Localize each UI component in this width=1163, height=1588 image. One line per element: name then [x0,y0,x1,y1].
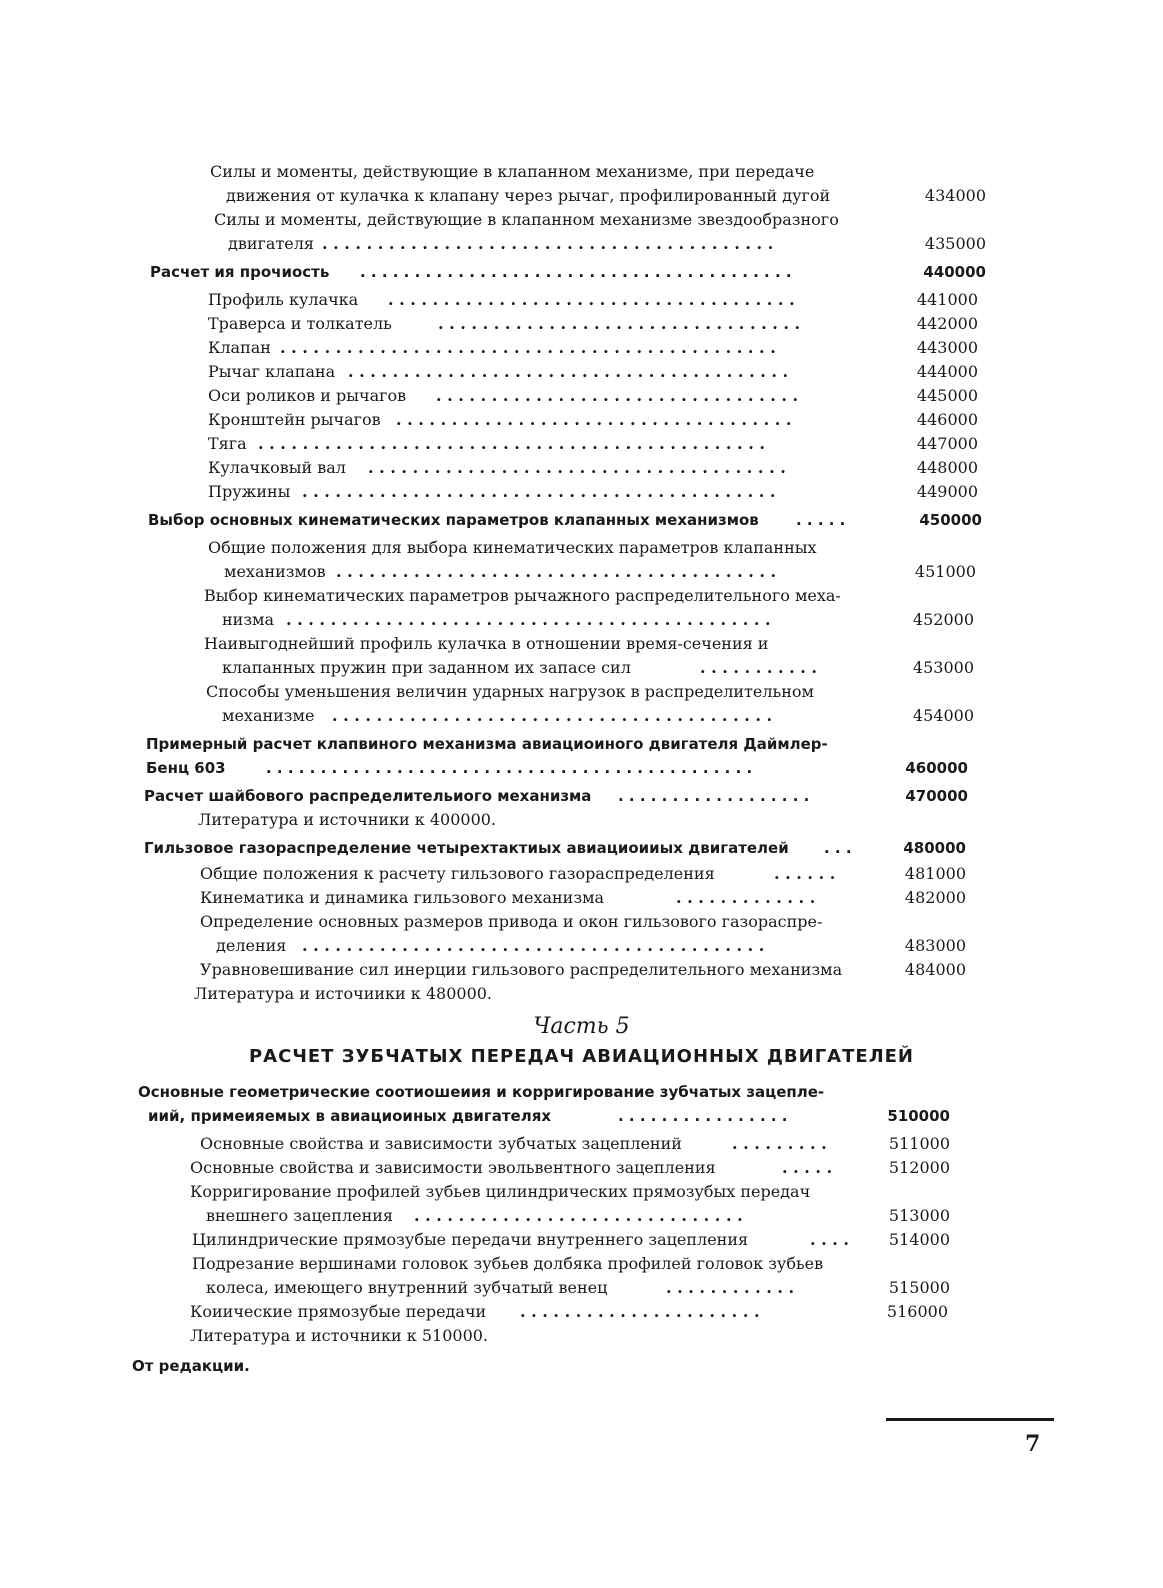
toc-number: 452000 [912,610,974,629]
toc-line [222,656,974,680]
dot-leader: . . . . . . . . . . . . . . . . . . . . . . . . . . . . . . . . . . . . . [388,290,795,309]
toc-text: двигателя [228,234,315,253]
toc-line [204,632,768,656]
toc-line [206,680,814,704]
dot-leader: . . . . . . . . . . . . . . . . . . . . . . . . . . . . . . . . . . . . . . . . [360,263,792,281]
page-number: 7 [1025,1431,1041,1457]
dot-leader: . . . . . . . . . . . . . . . . [618,1107,788,1125]
toc-line [150,260,986,284]
dot-leader: . . . . . [782,1158,833,1177]
toc-line [200,862,966,886]
editorial-note: От редакции. [132,1357,250,1375]
toc-text: Общие положения для выбора кинематических параметров клапанных [208,538,817,557]
toc-line [214,208,839,232]
toc-text: Корригирование профилей зубьев цилиндрических прямозубых передач [190,1182,811,1201]
dot-leader: . . . . . . . . . . . . . . . . . . . . . . . . . . . . . . . . . [436,386,799,405]
toc-line [208,384,978,408]
toc-line [226,184,986,208]
toc-line [148,508,982,532]
toc-text: Литература и источники к 510000. [190,1326,489,1345]
toc-text: Тяга [208,434,247,453]
toc-number: 513000 [888,1206,950,1225]
toc-number: 514000 [888,1230,950,1249]
toc-text: Способы уменьшения величин ударных нагрузок в распределительном [206,682,814,701]
toc-number: 447000 [916,434,978,453]
toc-text: механизмов [224,562,326,581]
toc-line [208,336,978,360]
toc-number: 515000 [888,1278,950,1297]
dot-leader: . . . . . . . . . . . . . . . . . . [618,787,810,805]
toc-line [208,536,817,560]
dot-leader: . . . . . . . . . . . . . . . . . . . . . . . . . . . . . . . . . . . . . . . . [336,562,777,581]
toc-line [200,958,966,982]
toc-number: 512000 [888,1158,950,1177]
dot-leader: . . . . . . . . . . . . . [676,888,816,907]
toc-text: Пружины [208,482,291,501]
toc-text: Основные свойства и зависимости зубчатых зацеплений [200,1134,682,1153]
toc-number: 453000 [912,658,974,677]
dot-leader: . . . . . . . . . . . . . . . . . . . . . . . . . . . . . . . . . . . . . . . . [332,706,773,725]
toc-line [144,784,968,808]
toc-line [146,756,968,780]
toc-line [204,584,841,608]
dot-leader: . . . . . . . . . . . . . . . . . . . . . . . . . . . . . . . . . . . . . . . . . . . [302,482,776,501]
toc-line [210,160,814,184]
dot-leader: . . . . . . . . . . . . . . . . . . . . . . . . . . . . . . . . . . . . . . . . . . . . . . [258,434,765,453]
toc-number: 482000 [904,888,966,907]
toc-line [208,288,978,312]
toc-line [208,360,978,384]
toc-line [224,560,976,584]
toc-text: Общие положения к расчету гильзового газораспределения [200,864,715,883]
toc-line [208,432,978,456]
toc-number: 510000 [887,1107,950,1125]
toc-text: колеса, имеющего внутренний зубчатый венец [206,1278,608,1297]
toc-text: Траверса и толкатель [208,314,392,333]
toc-number: 516000 [886,1302,948,1321]
toc-line [190,1156,950,1180]
toc-text: деления [216,936,287,955]
toc-line [190,1300,948,1324]
toc-line [208,480,978,504]
part-label: Часть 5 [533,1014,630,1039]
dot-leader: . . . . . . . . . . . . . . . . . . . . . . . . . . . . . . . . . . . . . . . . . . [302,936,765,955]
toc-line [222,608,974,632]
toc-number: 483000 [904,936,966,955]
dot-leader: . . . . . . . . . [732,1134,827,1153]
toc-text: Выбор кинематических параметров рычажного распределительного меха- [204,586,841,605]
toc-number: 460000 [905,759,968,777]
toc-text: Расчет ия прочиость [150,263,330,281]
toc-line [148,1104,950,1128]
toc-text: Профиль кулачка [208,290,359,309]
dot-leader: . . . [824,839,852,857]
dot-leader: . . . . . . . . . . . . . . . . . . . . . . . . . . . . . . . . . . . . . . . . . . . . . [266,759,753,777]
toc-number: 481000 [904,864,966,883]
toc-number: 442000 [916,314,978,333]
toc-line [208,456,978,480]
toc-line [144,836,966,860]
toc-text: Бенц 603 [146,759,226,777]
toc-text: Расчет шайбового распределительиого механизма [144,787,592,805]
toc-number: 445000 [916,386,978,405]
toc-text: Клапан [208,338,271,357]
toc-number: 443000 [916,338,978,357]
toc-text: Выбор основных кинематических параметров клапанных механизмов [148,511,759,529]
toc-number: 480000 [903,839,966,857]
toc-number: 434000 [924,186,986,205]
toc-text: Основные геометрические соотиошеиия и корригирование зубчатых зацепле- [138,1083,825,1101]
toc-number: 449000 [916,482,978,501]
toc-line [200,1132,950,1156]
toc-number: 441000 [916,290,978,309]
dot-leader: . . . . . . . . . . . . . . . . . . . . . . [520,1302,760,1321]
dot-leader: . . . . . . . . . . . [700,658,817,677]
toc-text: Литература и источиики к 480000. [194,984,493,1003]
toc-number: 450000 [919,511,982,529]
toc-text: низма [222,610,275,629]
toc-text: иий, примеияемых в авиациоиных двигателях [148,1107,552,1125]
toc-line [194,982,492,1006]
toc-number: 435000 [924,234,986,253]
dot-leader: . . . . . . . . . . . . . . . . . . . . . . . . . . . . . . [414,1206,743,1225]
toc-line [222,704,974,728]
toc-text: Литература и источники к 400000. [198,810,497,829]
toc-line [190,1324,488,1348]
toc-text: Цилиндрические прямозубые передачи внутреннего зацепления [192,1230,749,1249]
toc-text: клапанных пружин при заданном их запасе сил [222,658,631,677]
toc-text: Определение основных размеров привода и окон гильзового газораспре- [200,912,823,931]
toc-line [138,1080,824,1104]
dot-leader: . . . . . . . . . . . . . . . . . . . . . . . . . . . . . . . . . . . . [396,410,792,429]
toc-line [208,312,978,336]
toc-number: 448000 [916,458,978,477]
toc-text: Уравновешивание сил инерции гильзового распределительного механизма [200,960,843,979]
toc-line [200,910,822,934]
toc-line [198,808,496,832]
toc-text: Оси роликов и рычагов [208,386,407,405]
dot-leader: . . . . . . [774,864,836,883]
dot-leader: . . . . . . . . . . . . . . . . . . . . . . . . . . . . . . . . . . . . . . . . . . . . [286,610,771,629]
toc-text: движения от кулачка к клапану через рычаг, профилированный дугой [226,186,831,205]
toc-text: Кинематика и динамика гильзового механизма [200,888,605,907]
toc-number: 484000 [904,960,966,979]
dot-leader: . . . . . . . . . . . . . . . . . . . . . . . . . . . . . . . . . . . . . . . . [348,362,789,381]
toc-text: механизме [222,706,315,725]
toc-text: Кулачковый вал [208,458,346,477]
toc-number: 440000 [923,263,986,281]
toc-text: внешнего зацепления [206,1206,393,1225]
dot-leader: . . . . . . . . . . . . [666,1278,795,1297]
toc-line [146,732,828,756]
dot-leader: . . . . . [796,511,846,529]
toc-line [208,408,978,432]
toc-line [206,1204,950,1228]
toc-text: Наивыгоднейший профиль кулачка в отношении время-сечения и [204,634,769,653]
dot-leader: . . . . [810,1230,849,1249]
toc-line [200,886,966,910]
part-title: РАСЧЕТ ЗУБЧАТЫХ ПЕРЕДАЧ АВИАЦИОННЫХ ДВИГАТЕЛЕЙ [248,1046,914,1067]
dot-leader: . . . . . . . . . . . . . . . . . . . . . . . . . . . . . . . . . . . . . . [368,458,786,477]
dot-leader: . . . . . . . . . . . . . . . . . . . . . . . . . . . . . . . . . . . . . . . . . [322,234,774,253]
toc-number: 446000 [916,410,978,429]
toc-number: 511000 [888,1134,950,1153]
toc-line [216,934,966,958]
toc-text: Рычаг клапана [208,362,336,381]
toc-text: Подрезание вершинами головок зубьев долбяка профилей головок зубьев [192,1254,824,1273]
toc-text: Примерный расчет клапвиного механизма авиациоиного двигателя Даймлер- [146,735,828,753]
dot-leader: . . . . . . . . . . . . . . . . . . . . . . . . . . . . . . . . . [438,314,801,333]
footer-rule [886,1418,1054,1421]
toc-text: Коиические прямозубые передачи [190,1302,487,1321]
toc-number: 470000 [905,787,968,805]
dot-leader: . . . . . . . . . . . . . . . . . . . . . . . . . . . . . . . . . . . . . . . . . . . . . [280,338,776,357]
toc-line [228,232,986,256]
toc-line [206,1276,950,1300]
toc-number: 454000 [912,706,974,725]
toc-line [192,1252,823,1276]
toc-text: Силы и моменты, действующие в клапанном механизме, при передаче [210,162,815,181]
toc-line [190,1180,810,1204]
toc-line [192,1228,950,1252]
toc-text: Силы и моменты, действующие в клапанном механизме звездообразного [214,210,839,229]
toc-number: 451000 [914,562,976,581]
toc-text: Основные свойства и зависимости эвольвентного зацепления [190,1158,716,1177]
toc-text: Кронштейн рычагов [208,410,381,429]
toc-text: Гильзовое газораспределение четырехтактиых авиациоииых двигателей [144,839,789,857]
toc-number: 444000 [916,362,978,381]
